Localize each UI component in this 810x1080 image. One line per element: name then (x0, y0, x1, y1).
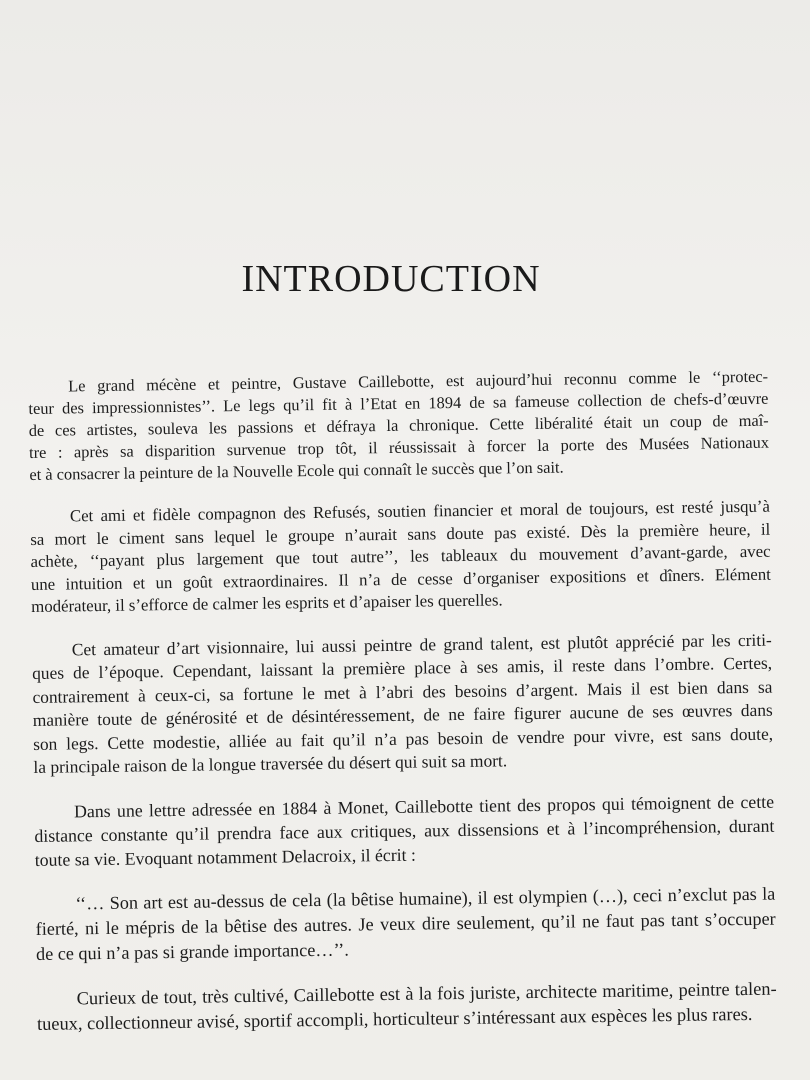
text-line: contrairement à ceux-ci, sa fortune le met à l’abri des besoins d’argent. Mais il est bien dans sa (32, 676, 773, 707)
text-line: Curieux de tout, très cultivé, Caillebotte est à la fois juriste, architecte maritime, peintre talen- (76, 978, 777, 1008)
text-line: son legs. Cette modestie, alliée au fait qu’il n’a pas besoin de vendre pour vivre, est sans doute, (32, 723, 774, 754)
text-line: modérateur, il s’efforce de calmer les esprits et d’apaiser les querelles. (31, 590, 503, 616)
paragraph-6 (37, 976, 778, 1036)
text-line: et à consacrer la peinture de la Nouvelle Ecole qui connaît le succès que l’on sait. (29, 457, 564, 484)
paragraph-3 (32, 628, 774, 779)
text-line: Cet amateur d’art visionnaire, lui aussi peintre de grand talent, est plutôt apprécié par les criti- (71, 629, 772, 659)
text-line: sa mort le ciment sans lequel le groupe n’aurait sans doute pas existé. Dès la première heure, il (30, 519, 771, 549)
text-line: teur des impressionnistes’’. Le legs qu’il fit à l’Etat en 1894 de sa fameuse collection de chefs-d’œuvre (28, 388, 769, 418)
text-line: Cet ami et fidèle compagnon des Refusés, soutien financier et moral de toujours, est resté jusqu’à (69, 496, 771, 526)
text-line: ‘‘… Son art est au-dessus de cela (la bêtise humaine), il est olympien (…), ceci n’exclut pas la (75, 883, 776, 913)
text-line: de ces artistes, souleva les passions et défraya la chronique. Cette libéralité était un coup de maî- (28, 410, 769, 440)
text-line: tueux, collectionneur avisé, sportif accompli, horticulteur s’intéressant aux espèces les plus rares. (36, 1003, 753, 1034)
text-line: fierté, ni le mépris de la bêtise des autres. Je veux dire seulement, qu’il ne faut pas tant s’occuper (35, 908, 776, 939)
text-line: ques de l’époque. Cependant, laissant la première place à ses amis, il reste dans l’ombre. Certes, (32, 652, 773, 683)
text-line: la principale raison de la longue traversée du désert qui suit sa mort. (33, 750, 508, 777)
paragraph-4 (34, 789, 775, 871)
text-line: manière toute de générosité et de désintéressement, de ne faire figurer aucune de ses œuvres dans (32, 699, 773, 730)
text-line: achète, ‘‘payant plus largement que tout autre’’, les tableaux du mouvement d’avant-garde, avec (30, 541, 771, 571)
text-line: toute sa vie. Evoquant notamment Delacroix, il écrit : (34, 844, 417, 870)
text-line: de ce qui n’a pas si grande importance…’’. (35, 939, 349, 964)
text-line: Dans une lettre adressée en 1884 à Monet, Caillebotte tient des propos qui témoignent de cette (73, 791, 775, 821)
paragraph-1 (28, 366, 769, 486)
paragraph-2 (30, 496, 771, 619)
page-title: INTRODUCTION (241, 258, 541, 301)
text-line: une intuition et un goût extraordinaires. Il n’a de cesse d’organiser expositions et dîners. Elément (30, 564, 771, 594)
body-text (28, 366, 777, 1057)
text-line: tre : après sa disparition survenue trop tôt, il réussissait à forcer la porte des Musées Nationaux (28, 432, 770, 462)
text-line: distance constante qu’il prendra face aux critiques, aux dissensions et à l’incompréhension, durant (34, 815, 775, 846)
text-line: Le grand mécène et peintre, Gustave Caillebotte, est aujourd’hui reconnu comme le ‘‘protec- (68, 366, 769, 396)
quote-paragraph (35, 881, 776, 966)
